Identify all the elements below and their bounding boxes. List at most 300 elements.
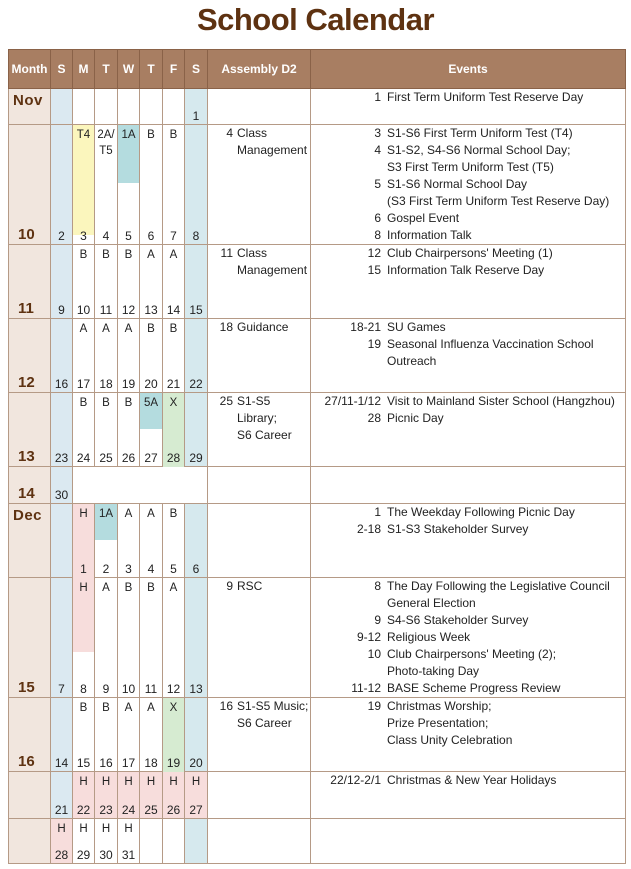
day-number: 29: [189, 451, 203, 465]
event-date: 9: [374, 613, 381, 627]
event-date: [311, 715, 387, 732]
event-date: 1: [374, 90, 381, 104]
day-number: 11: [99, 303, 113, 317]
week-number: 14: [18, 485, 35, 502]
day-code: B: [147, 129, 155, 141]
header-events: Events: [311, 50, 626, 89]
day-cell: [51, 504, 73, 578]
event-text: S1-S3 Stakeholder Survey: [387, 522, 529, 536]
day-cell: [185, 125, 208, 245]
day-cell: [51, 245, 73, 319]
day-code: 5A: [143, 397, 159, 409]
event-item: [311, 319, 625, 336]
event-date: 3: [374, 126, 381, 140]
calendar-row: [9, 504, 626, 578]
event-date: [311, 353, 387, 370]
event-date: 8: [374, 228, 381, 242]
day-number: 27: [144, 451, 158, 465]
day-number: 22: [189, 377, 203, 391]
events-cell: [311, 89, 626, 125]
events-cell: [311, 245, 626, 319]
day-cell: [163, 578, 185, 698]
day-code: B: [147, 323, 155, 335]
day-number: 18: [144, 756, 158, 770]
day-cell: [51, 772, 73, 819]
day-code: X: [169, 702, 178, 714]
day-code: T4: [76, 129, 91, 141]
assembly-cell: [208, 125, 311, 245]
day-cell: [163, 698, 185, 772]
day-cell: [51, 89, 73, 125]
event-text: S3 First Term Uniform Test (T5): [387, 160, 554, 174]
month-label: Nov: [13, 92, 43, 109]
day-number: 28: [54, 848, 69, 862]
day-number: 15: [189, 303, 203, 317]
day-cell: [73, 578, 95, 698]
day-cell: [51, 125, 73, 245]
day-code: H: [124, 823, 133, 835]
event-date: 18-21: [350, 320, 381, 334]
event-item: [311, 504, 625, 521]
event-item: [311, 336, 625, 353]
day-number: 5: [125, 229, 132, 243]
event-text: Picnic Day: [387, 411, 444, 425]
day-number: 3: [125, 562, 132, 576]
day-cell: [95, 819, 118, 864]
empty-span: [73, 467, 208, 504]
day-code: B: [124, 249, 133, 261]
day-code: 1A: [121, 129, 136, 141]
month-cell: [9, 772, 51, 819]
day-code: H: [146, 776, 156, 788]
day-number: 8: [192, 229, 200, 243]
day-number: 20: [189, 756, 203, 770]
day-number: 2: [102, 562, 110, 576]
event-item: [311, 262, 625, 279]
event-text: Class Unity Celebration: [387, 733, 513, 747]
day-cell: [185, 578, 208, 698]
assembly-cell: [208, 698, 311, 772]
day-number: 1: [80, 562, 87, 576]
event-item: [311, 663, 625, 680]
day-code: H: [191, 776, 201, 788]
day-code: A: [102, 582, 110, 594]
assembly-item: [208, 715, 310, 732]
day-code: H: [79, 582, 88, 594]
day-code: B: [169, 129, 178, 141]
event-item: [311, 595, 625, 612]
day-number: 17: [121, 756, 136, 770]
assembly-item: [208, 245, 310, 279]
event-date: 19: [367, 337, 381, 351]
day-code: B: [169, 508, 178, 520]
header-assembly: Assembly D2: [208, 50, 311, 89]
day-code: B: [147, 582, 155, 594]
event-date: [311, 663, 387, 680]
event-item: [311, 89, 625, 106]
day-cell: [118, 245, 140, 319]
day-code: B: [79, 249, 88, 261]
day-number: 19: [121, 377, 136, 391]
event-text: The Day Following the Legislative Council: [387, 579, 610, 593]
day-cell: [73, 393, 95, 467]
day-number: 25: [144, 803, 158, 817]
day-cell: [163, 319, 185, 393]
day-cell: [185, 819, 208, 864]
events-cell: [311, 319, 626, 393]
event-date: [311, 159, 387, 176]
assembly-topic: S1-S5 Music;: [237, 699, 309, 713]
day-code: X: [169, 397, 178, 409]
event-text: S1-S6 First Term Uniform Test (T4): [387, 126, 573, 140]
day-cell: [95, 319, 118, 393]
day-code: H: [79, 823, 88, 835]
event-text: BASE Scheme Progress Review: [387, 681, 561, 695]
day-number: 26: [166, 803, 181, 817]
event-text: First Term Uniform Test Reserve Day: [387, 90, 584, 104]
events-cell: [311, 698, 626, 772]
event-date: [311, 732, 387, 749]
day-cell: [51, 393, 73, 467]
day-number: 16: [99, 756, 113, 770]
event-item: [311, 353, 625, 370]
assembly-date: 25: [219, 394, 233, 408]
day-cell: [118, 319, 140, 393]
day-code: A: [147, 249, 155, 261]
event-text: Religious Week: [387, 630, 471, 644]
day-code: B: [169, 323, 178, 335]
event-item: [311, 578, 625, 595]
event-date: 2-18: [356, 522, 381, 536]
event-item: [311, 193, 625, 210]
event-item: [311, 680, 625, 697]
event-date: 10: [367, 647, 381, 661]
events-cell: [311, 578, 626, 698]
event-text: General Election: [387, 596, 476, 610]
day-number: 7: [170, 229, 177, 243]
event-item: [311, 125, 625, 142]
month-cell: [9, 245, 51, 319]
month-cell: [9, 125, 51, 245]
day-number: 30: [99, 848, 113, 862]
day-cell: [73, 245, 95, 319]
day-cell: [118, 89, 140, 125]
day-number: 27: [189, 803, 203, 817]
day-cell: [95, 125, 118, 245]
event-date: 4: [374, 143, 381, 157]
day-number: 10: [121, 682, 136, 696]
assembly-date: 9: [226, 579, 233, 593]
day-cell: [95, 245, 118, 319]
event-date: 27/11-1/12: [324, 394, 381, 408]
event-item: [311, 227, 625, 244]
day-cell: [73, 504, 95, 578]
header-tue: T: [95, 50, 118, 89]
calendar-row: [9, 698, 626, 772]
header-mon: M: [73, 50, 95, 89]
week-number: 11: [18, 300, 34, 317]
calendar-table: [8, 49, 626, 864]
assembly-item: [208, 393, 310, 427]
day-code: B: [79, 702, 88, 714]
event-date: 9-12: [356, 630, 381, 644]
header-month: Month: [9, 50, 51, 89]
assembly-cell: [208, 393, 311, 467]
day-number: 17: [76, 377, 91, 391]
day-cell: [140, 578, 163, 698]
event-date: 5: [374, 177, 381, 191]
event-item: [311, 393, 625, 410]
day-cell: [51, 819, 73, 864]
event-item: [311, 772, 625, 789]
event-item: [311, 521, 625, 538]
day-cell: [163, 89, 185, 125]
assembly-cell: [208, 819, 311, 864]
assembly-date: 11: [220, 246, 233, 260]
event-text: Outreach: [387, 354, 437, 368]
assembly-item: [208, 578, 310, 595]
assembly-date: 4: [226, 126, 233, 140]
event-text: Club Chairpersons' Meeting (1): [387, 246, 553, 260]
day-cell: [51, 578, 73, 698]
day-cell: [163, 772, 185, 819]
assembly-topic: S1-S5 Library;: [237, 394, 278, 425]
day-cell: [185, 698, 208, 772]
day-cell: [185, 504, 208, 578]
day-number: 11: [144, 682, 158, 696]
day-code: A: [79, 323, 88, 335]
day-number: 28: [166, 451, 181, 465]
day-number: 14: [54, 756, 69, 770]
event-text: SU Games: [387, 320, 446, 334]
calendar-row: [9, 125, 626, 245]
assembly-date: 18: [219, 320, 233, 334]
day-number: 25: [99, 451, 113, 465]
event-text: Photo-taking Day: [387, 664, 480, 678]
events-cell: [311, 125, 626, 245]
event-item: [311, 176, 625, 193]
day-number: 29: [76, 848, 91, 862]
assembly-item: [208, 319, 310, 336]
event-date: 6: [374, 211, 381, 225]
day-number: 9: [58, 303, 65, 317]
day-cell: [73, 125, 95, 245]
header-sun: S: [51, 50, 73, 89]
day-cell: [140, 125, 163, 245]
week-number: 16: [18, 753, 35, 770]
day-number: 13: [144, 303, 158, 317]
day-cell: [140, 698, 163, 772]
month-cell: [9, 393, 51, 467]
day-number: 23: [99, 803, 113, 817]
event-item: [311, 698, 625, 715]
day-cell: [185, 245, 208, 319]
day-number: 12: [121, 303, 136, 317]
event-item: [311, 646, 625, 663]
day-number: 3: [80, 229, 87, 243]
assembly-cell: [208, 772, 311, 819]
event-item: [311, 715, 625, 732]
day-cell: [185, 319, 208, 393]
event-text: Club Chairpersons' Meeting (2);: [387, 647, 557, 661]
events-cell: [311, 504, 626, 578]
event-date: 8: [374, 579, 381, 593]
assembly-item: [208, 125, 310, 159]
day-cell: [73, 698, 95, 772]
month-cell: [9, 578, 51, 698]
day-number: 7: [58, 682, 65, 696]
events-cell: [311, 393, 626, 467]
assembly-topic: S6 Career: [237, 428, 292, 442]
event-date: 1: [374, 505, 381, 519]
header-fri: F: [163, 50, 185, 89]
events-cell: [311, 467, 626, 504]
event-text: Christmas Worship;: [387, 699, 492, 713]
day-cell: [163, 819, 185, 864]
day-cell: [140, 319, 163, 393]
day-number: 8: [80, 682, 87, 696]
day-cell: [118, 125, 140, 245]
week-number: 10: [18, 226, 35, 243]
day-cell: [73, 319, 95, 393]
month-cell: [9, 89, 51, 125]
assembly-cell: [208, 89, 311, 125]
day-code: H: [101, 776, 111, 788]
day-number: 6: [147, 229, 155, 243]
assembly-cell: [208, 578, 311, 698]
day-code: A: [124, 508, 133, 520]
page-title: School Calendar: [196, 2, 435, 37]
day-code: H: [101, 823, 111, 835]
assembly-topic: RSC: [237, 579, 263, 593]
day-number: 13: [189, 682, 203, 696]
day-code: B: [79, 397, 88, 409]
month-label: Dec: [13, 507, 43, 524]
day-code: H: [79, 508, 88, 520]
day-code: A: [124, 702, 133, 714]
day-code: A: [169, 249, 178, 261]
event-item: [311, 210, 625, 227]
day-cell: [95, 393, 118, 467]
day-cell: [73, 819, 95, 864]
calendar-row: [9, 89, 626, 125]
day-number: 15: [76, 756, 91, 770]
event-item: [311, 732, 625, 749]
day-cell: [140, 772, 163, 819]
day-cell: [118, 772, 140, 819]
assembly-topic: Guidance: [237, 320, 289, 334]
day-code: 2A/T5: [97, 129, 115, 157]
event-text: S4-S6 Stakeholder Survey: [387, 613, 529, 627]
event-item: [311, 159, 625, 176]
week-number: 15: [18, 679, 35, 696]
event-date: [311, 595, 387, 612]
day-code: A: [124, 323, 133, 335]
day-cell: [51, 467, 73, 504]
assembly-cell: [208, 467, 311, 504]
day-cell: [118, 578, 140, 698]
event-date: 15: [367, 263, 381, 277]
day-code: H: [57, 823, 66, 835]
day-cell: [95, 698, 118, 772]
day-code: B: [102, 702, 110, 714]
day-cell: [140, 819, 163, 864]
month-cell: [9, 504, 51, 578]
assembly-cell: [208, 319, 311, 393]
day-code: H: [169, 776, 178, 788]
day-number: 5: [170, 562, 177, 576]
assembly-cell: [208, 245, 311, 319]
day-number: 22: [76, 803, 91, 817]
day-cell: [73, 772, 95, 819]
event-text: Information Talk: [387, 228, 472, 242]
assembly-date: 16: [219, 699, 233, 713]
event-date: 28: [367, 411, 381, 425]
event-text: Visit to Mainland Sister School (Hangzhou): [387, 394, 615, 408]
day-number: 6: [192, 562, 200, 576]
event-item: [311, 410, 625, 427]
day-code: A: [169, 582, 178, 594]
day-code: A: [147, 508, 155, 520]
event-date: 12: [367, 246, 381, 260]
event-item: [311, 245, 625, 262]
event-text: Gospel Event: [387, 211, 460, 225]
day-number: 2: [58, 229, 65, 243]
day-cell: [185, 772, 208, 819]
calendar-row: [9, 467, 626, 504]
day-cell: [140, 504, 163, 578]
day-cell: [185, 393, 208, 467]
day-number: 14: [166, 303, 181, 317]
day-cell: [118, 504, 140, 578]
assembly-item: [208, 427, 310, 444]
day-code: H: [79, 776, 88, 788]
event-text: Christmas & New Year Holidays: [387, 773, 557, 787]
day-cell: [118, 698, 140, 772]
day-code: A: [147, 702, 155, 714]
events-cell: [311, 772, 626, 819]
event-text: S1-S2, S4-S6 Normal School Day;: [387, 143, 571, 157]
header-sat: S: [185, 50, 208, 89]
calendar-row: [9, 578, 626, 698]
day-cell: [140, 245, 163, 319]
assembly-topic: S6 Career: [237, 716, 292, 730]
calendar-row: [9, 819, 626, 864]
day-number: 10: [76, 303, 91, 317]
event-text: (S3 First Term Uniform Test Reserve Day): [387, 194, 610, 208]
day-code: H: [124, 776, 133, 788]
day-cell: [51, 319, 73, 393]
event-item: [311, 629, 625, 646]
events-cell: [311, 819, 626, 864]
day-cell: [51, 698, 73, 772]
day-number: 1: [192, 109, 200, 123]
day-cell: [163, 125, 185, 245]
assembly-date: [208, 715, 237, 732]
event-text: Seasonal Influenza Vaccination School: [387, 337, 594, 351]
assembly-date: [208, 427, 237, 444]
month-cell: [9, 467, 51, 504]
day-code: 1A: [98, 508, 114, 520]
day-cell: [185, 89, 208, 125]
event-item: [311, 142, 625, 159]
event-text: Information Talk Reserve Day: [387, 263, 545, 277]
day-cell: [95, 89, 118, 125]
day-code: A: [102, 323, 110, 335]
month-cell: [9, 319, 51, 393]
day-number: 31: [121, 848, 136, 862]
calendar-row: [9, 393, 626, 467]
